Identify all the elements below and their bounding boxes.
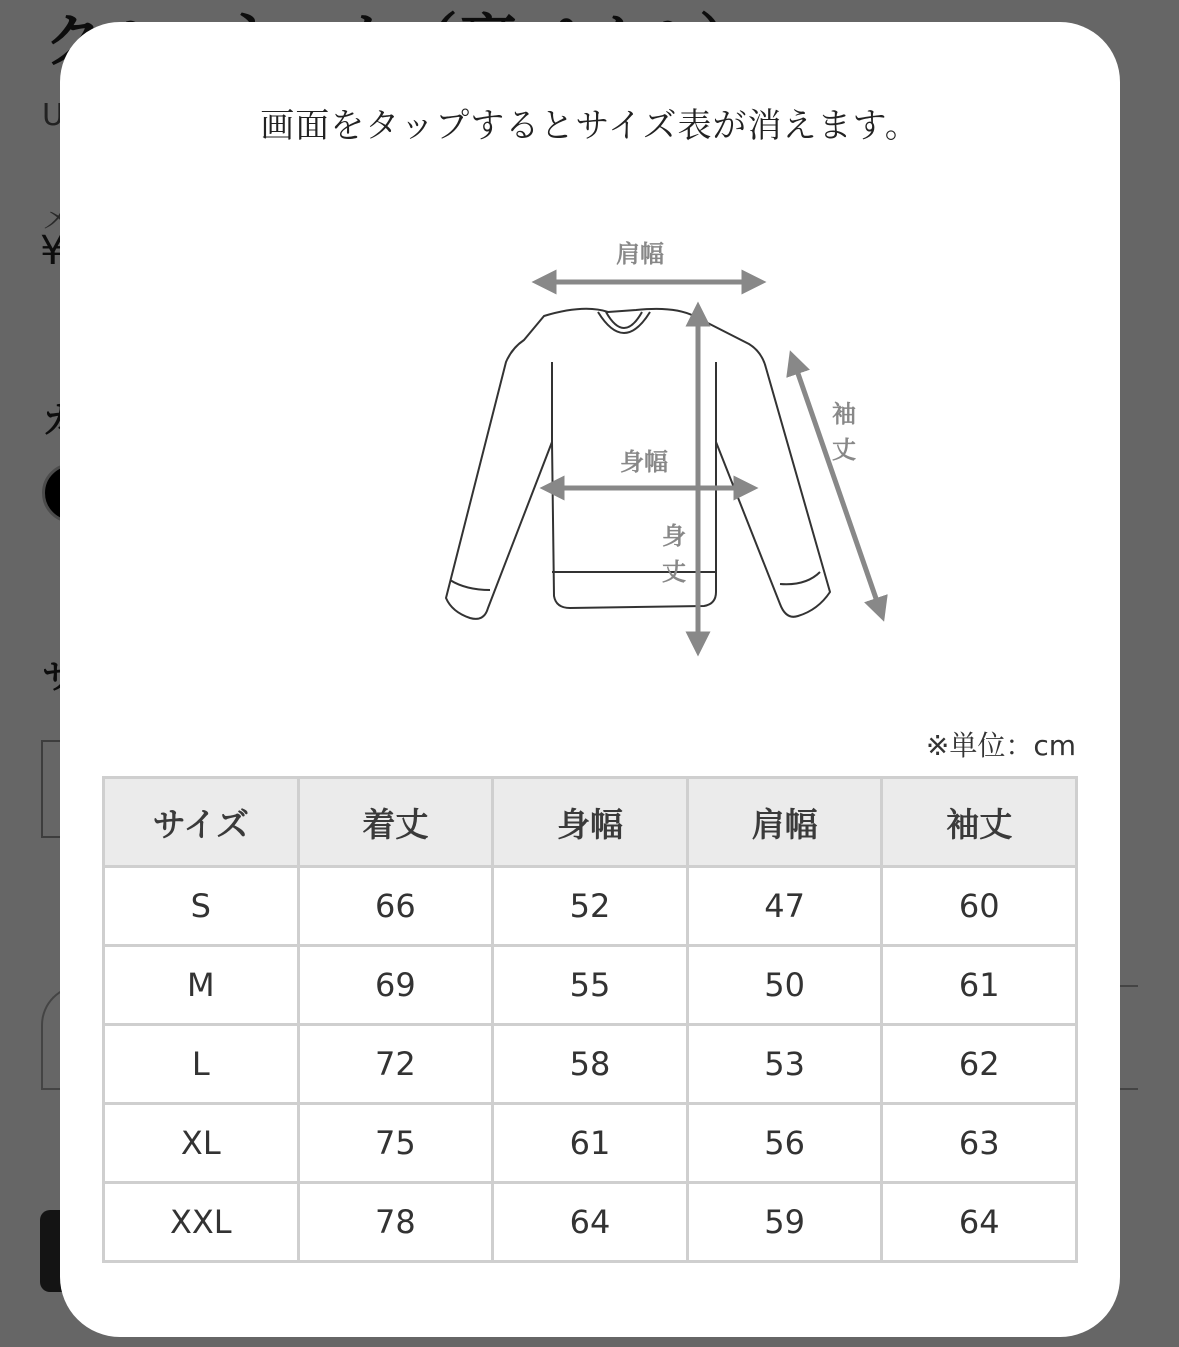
cell-sleeve: 62	[882, 1025, 1077, 1104]
length-label-2: 丈	[662, 558, 686, 586]
cell-size: S	[104, 867, 299, 946]
width-label: 身幅	[620, 448, 668, 476]
cell-shoulder: 59	[687, 1183, 882, 1262]
table-row	[104, 1183, 1077, 1262]
length-label-1: 身	[662, 522, 686, 550]
cell-sleeve: 60	[882, 867, 1077, 946]
header-sleeve: 袖丈	[882, 778, 1077, 867]
cell-length: 78	[298, 1183, 493, 1262]
cell-body-width: 58	[493, 1025, 688, 1104]
size-chart-modal[interactable]	[60, 22, 1120, 1337]
cell-body-width: 55	[493, 946, 688, 1025]
header-shoulder: 肩幅	[687, 778, 882, 867]
table-header-row	[104, 778, 1077, 867]
cell-length: 66	[298, 867, 493, 946]
header-size: サイズ	[104, 778, 299, 867]
header-length: 着丈	[298, 778, 493, 867]
cell-length: 72	[298, 1025, 493, 1104]
unit-note: ※単位：cm	[925, 729, 1076, 762]
cell-shoulder: 47	[687, 867, 882, 946]
cell-length: 69	[298, 946, 493, 1025]
cell-body-width: 61	[493, 1104, 688, 1183]
table-row	[104, 946, 1077, 1025]
cell-sleeve: 61	[882, 946, 1077, 1025]
cell-sleeve: 64	[882, 1183, 1077, 1262]
cell-size: M	[104, 946, 299, 1025]
cell-size: L	[104, 1025, 299, 1104]
cell-size: XXL	[104, 1183, 299, 1262]
header-body-width: 身幅	[493, 778, 688, 867]
cell-body-width: 52	[493, 867, 688, 946]
cell-sleeve: 63	[882, 1104, 1077, 1183]
dismiss-hint: 画面をタップするとサイズ表が消えます。	[260, 106, 920, 146]
table-row	[104, 1025, 1077, 1104]
sweatshirt-diagram	[374, 212, 856, 672]
sleeve-label-2: 丈	[832, 436, 856, 464]
sleeve-label-1: 袖	[832, 400, 856, 428]
cell-size: XL	[104, 1104, 299, 1183]
table-row	[104, 867, 1077, 946]
shoulder-label: 肩幅	[616, 240, 664, 268]
cell-length: 75	[298, 1104, 493, 1183]
table-row	[104, 1104, 1077, 1183]
cell-shoulder: 56	[687, 1104, 882, 1183]
cell-shoulder: 53	[687, 1025, 882, 1104]
size-table	[102, 776, 1078, 1263]
cell-body-width: 64	[493, 1183, 688, 1262]
cell-shoulder: 50	[687, 946, 882, 1025]
